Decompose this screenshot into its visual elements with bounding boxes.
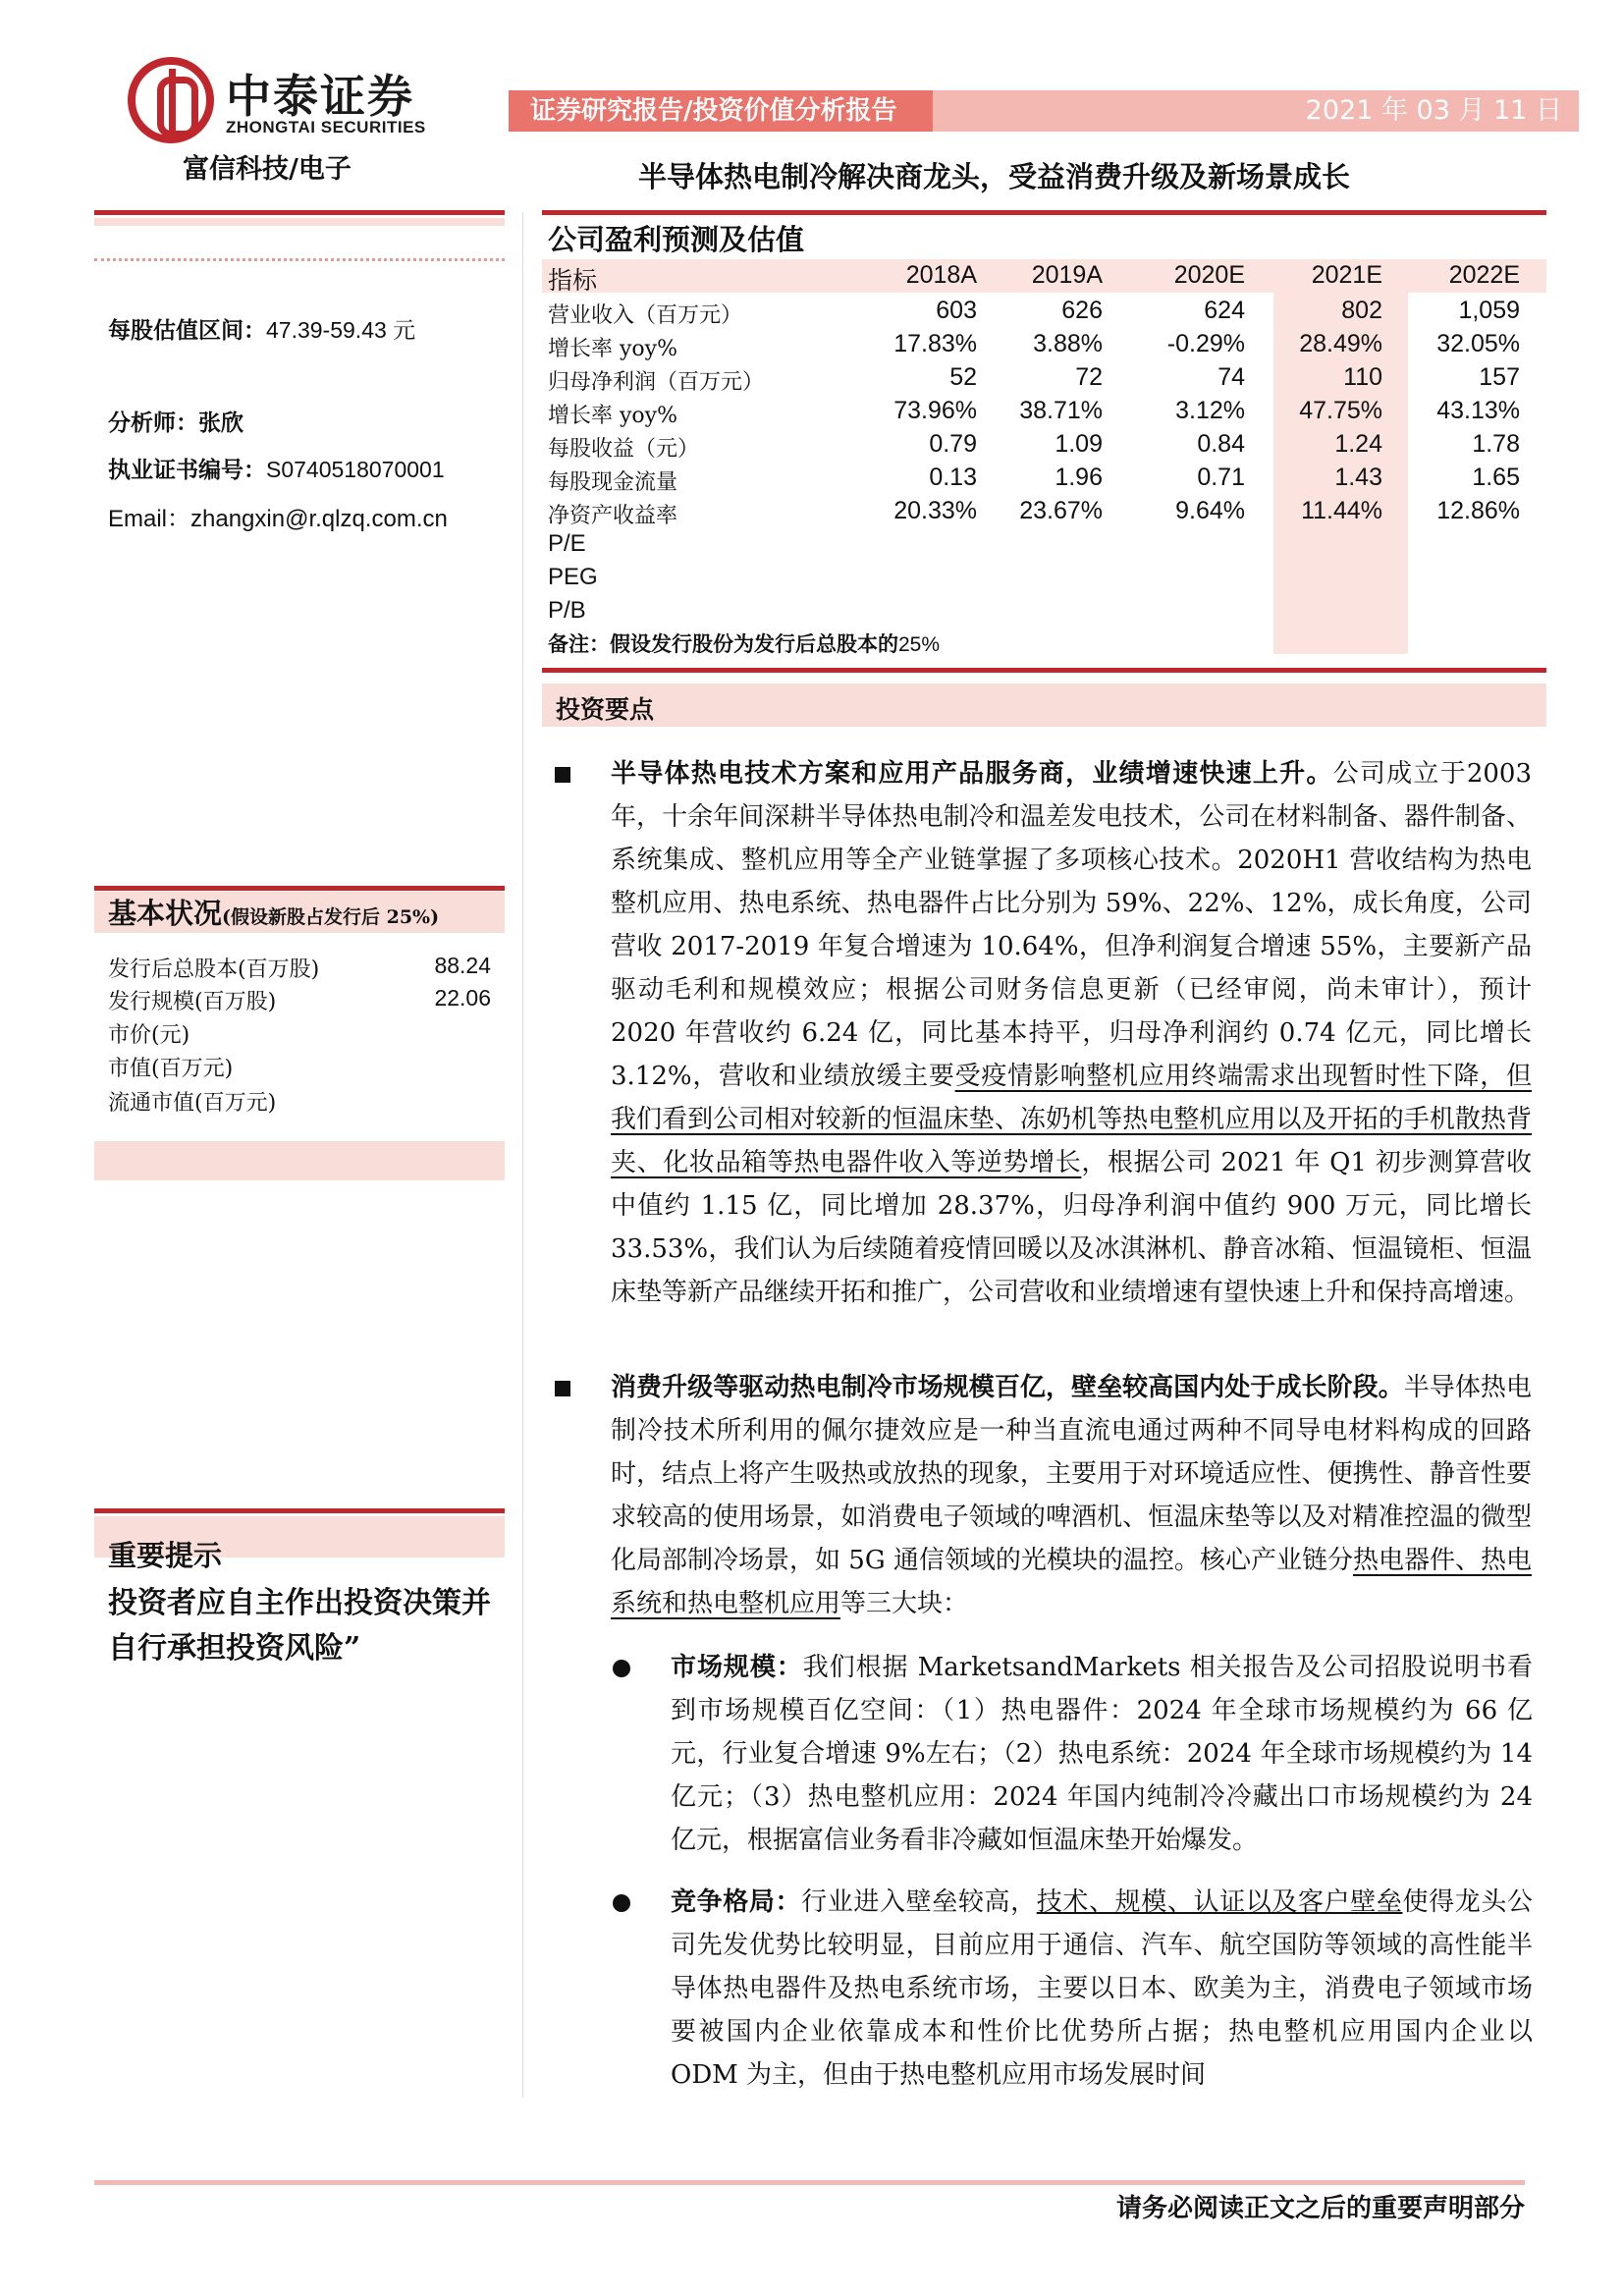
table-cell: 0.71 bbox=[1197, 464, 1245, 491]
table-cell: 1.78 bbox=[1472, 430, 1520, 458]
license-number: 执业证书编号：S0740518070001 bbox=[108, 457, 445, 483]
divider bbox=[94, 1508, 505, 1513]
table-cell: 3.12% bbox=[1175, 397, 1245, 424]
table-cell: 28.49% bbox=[1299, 330, 1382, 357]
square-bullet-icon bbox=[555, 1381, 570, 1396]
table-row bbox=[548, 597, 1546, 630]
table-cell: 1.43 bbox=[1334, 464, 1382, 491]
table-cell: 1,059 bbox=[1458, 297, 1520, 324]
table-cell: 157 bbox=[1479, 363, 1520, 391]
table-cell: 72 bbox=[1075, 363, 1103, 391]
subpoint-paragraph: 市场规模：我们根据 MarketsandMarkets 相关报告及公司招股说明书看到市场规模百亿空间：（1）热电器件：2024 年全球市场规模约为 66 亿元，行业复合增速 9%左右；（2）热电系统：2024 年全球市场规模约为 14 亿元；（3）热电整机应用：2024 年国内纯制冷冷藏出口市场规模约为 24 亿元，根据富信业务看非冷藏如恒温床垫开始爆发。 bbox=[671, 1653, 1533, 1855]
divider bbox=[542, 210, 1546, 215]
table-cell: 12.86% bbox=[1436, 497, 1520, 524]
warning-title: 重要提示 bbox=[108, 1539, 223, 1572]
square-bullet-icon bbox=[555, 767, 570, 783]
stat-label: 流通市值(百万元) bbox=[108, 1091, 277, 1116]
table-row bbox=[548, 530, 1546, 564]
report-headline: 半导体热电制冷解决商龙头，受益消费升级及新场景成长 bbox=[638, 160, 1351, 193]
column-divider bbox=[522, 212, 523, 2098]
divider bbox=[542, 668, 1546, 673]
report-type: 证券研究报告/投资价值分析报告 bbox=[530, 96, 897, 126]
table-row bbox=[548, 363, 1546, 397]
logo-text-cn: 中泰证券 bbox=[226, 70, 414, 123]
divider bbox=[94, 886, 505, 891]
analyst: 分析师：张欣 bbox=[108, 410, 243, 436]
forecast-table-title: 公司盈利预测及估值 bbox=[548, 223, 805, 256]
row-label: 每股现金流量 bbox=[548, 470, 678, 495]
stat-value: 22.06 bbox=[434, 985, 491, 1011]
table-cell: 1.65 bbox=[1472, 464, 1520, 491]
warning-text: 投资者应自主作出投资决策并自行承担投资风险” bbox=[108, 1586, 491, 1666]
table-cell: 38.71% bbox=[1019, 397, 1103, 424]
table-cell: 52 bbox=[949, 363, 977, 391]
table-cell: 1.96 bbox=[1055, 464, 1103, 491]
table-cell: -0.29% bbox=[1166, 330, 1245, 357]
divider bbox=[94, 1141, 505, 1180]
table-cell: 47.75% bbox=[1299, 397, 1382, 424]
row-label: 营业收入（百万元） bbox=[548, 303, 743, 328]
table-cell: 624 bbox=[1204, 297, 1245, 324]
table-note: 备注：假设发行股份为发行后总股本的25% bbox=[548, 631, 941, 656]
stat-label: 市值(百万元) bbox=[108, 1057, 234, 1081]
table-cell: 626 bbox=[1061, 297, 1103, 324]
divider bbox=[94, 210, 505, 215]
basic-info-title: 基本状况(假设新股占发行后 25%) bbox=[108, 897, 440, 930]
table-cell: 802 bbox=[1341, 297, 1382, 324]
table-row bbox=[548, 397, 1546, 430]
divider bbox=[94, 218, 505, 226]
table-cell: 1.24 bbox=[1334, 430, 1382, 458]
point-paragraph: 消费升级等驱动热电制冷市场规模百亿，壁垒较高国内处于成长阶段。半导体热电制冷技术所利用的佩尔捷效应是一种当直流电通过两种不同导电材料构成的回路时，结点上将产生吸热或放热的现象，主要用于对环境适应性、便携性、静音性要求较高的使用场景，如消费电子领域的啤酒机、恒温床垫等以及对精准控温的微型化局部制冷场景，如 5G 通信领域的光模块的温控。核心产业链分热电器件、热电系统和热电整机应用等三大块： bbox=[611, 1373, 1532, 1618]
row-label: 增长率 yoy% bbox=[548, 337, 678, 361]
table-header-cell: 2020E bbox=[1173, 261, 1245, 289]
table-cell: 9.64% bbox=[1175, 497, 1245, 524]
footer-disclaimer: 请务必阅读正文之后的重要声明部分 bbox=[1115, 2194, 1525, 2223]
table-cell: 0.13 bbox=[929, 464, 977, 491]
table-cell: 110 bbox=[1343, 363, 1382, 391]
table-row bbox=[548, 497, 1546, 530]
table-header-cell: 2019A bbox=[1031, 261, 1103, 289]
table-row bbox=[548, 330, 1546, 363]
company-logo bbox=[128, 57, 452, 145]
company-name: 富信科技/电子 bbox=[183, 154, 352, 185]
table-row bbox=[548, 564, 1546, 597]
table-header-row bbox=[548, 261, 1546, 295]
investment-points-title: 投资要点 bbox=[556, 695, 655, 724]
table-cell: 74 bbox=[1217, 363, 1245, 391]
table-row bbox=[548, 430, 1546, 464]
point-paragraph: 半导体热电技术方案和应用产品服务商，业绩增速快速上升。公司成立于2003 年，十余年间深耕半导体热电制冷和温差发电技术，公司在材料制备、器件制备、系统集成、整机应用等全产业链掌握了多项核心技术。2020H1 营收结构为热电整机应用、热电系统、热电器件占比分别为 59%、22%、12%，成长角度，公司营收 2017-2019 年复合增速为 10.64%，但净利润复合增速 55%，主要新产品驱动毛利和规模效应；根据公司财务信息更新（已经审阅，尚未审计），预计 2020 年营收约 6.24 亿，同比基本持平，归母净利润约 0.74 亿元，同比增长 3.12%，营收和业绩放缓主要受疫情影响整机应用终端需求出现暂时性下降，但我们看到公司相对较新的恒温床垫、冻奶机等热电整机应用以及开拓的手机散热背夹、化妆品箱等热电器件收入等逆势增长，根据公司 2021 年 Q1 初步测算营收中值约 1.15 亿，同比增加 28.37%，归母净利润中值约 900 万元，同比增长 33.53%，我们认为后续随着疫情回暖以及冰淇淋机、静音冰箱、恒温镜柜、恒温床垫等新产品继续开拓和推广，公司营收和业绩增速有望快速上升和保持高增速。 bbox=[611, 759, 1532, 1307]
table-cell: 20.33% bbox=[893, 497, 977, 524]
table-header-cell: 2018A bbox=[905, 261, 977, 289]
logo-text-en: ZHONGTAI SECURITIES bbox=[226, 118, 426, 137]
table-cell: 11.44% bbox=[1301, 497, 1382, 524]
valuation-range: 每股估值区间：47.39-59.43 元 bbox=[108, 317, 416, 344]
stat-label: 市价(元) bbox=[108, 1023, 190, 1048]
table-header-cell: 指标 bbox=[548, 266, 598, 295]
report-date: 2021 年 03 月 11 日 bbox=[1305, 95, 1562, 126]
table-cell: 0.84 bbox=[1197, 430, 1245, 458]
table-cell: 73.96% bbox=[893, 397, 977, 424]
stat-label: 发行后总股本(百万股) bbox=[108, 957, 320, 982]
analyst-email: Email：zhangxin@r.qlzq.com.cn bbox=[108, 506, 448, 532]
table-header-cell: 2021E bbox=[1311, 261, 1382, 289]
table-cell: 603 bbox=[936, 297, 977, 324]
table-header-cell: 2022E bbox=[1448, 261, 1520, 289]
row-label: PEG bbox=[548, 564, 598, 590]
round-bullet-icon bbox=[613, 1660, 630, 1677]
table-cell: 23.67% bbox=[1019, 497, 1103, 524]
row-label: P/E bbox=[548, 530, 586, 557]
table-cell: 32.05% bbox=[1436, 330, 1520, 357]
table-cell: 0.79 bbox=[929, 430, 977, 458]
row-label: 净资产收益率 bbox=[548, 504, 678, 528]
logo-icon bbox=[128, 57, 214, 143]
divider bbox=[94, 258, 505, 261]
table-row bbox=[548, 297, 1546, 330]
table-cell: 1.09 bbox=[1055, 430, 1103, 458]
table-cell: 3.88% bbox=[1033, 330, 1103, 357]
points-header-bg bbox=[542, 683, 1546, 727]
table-row bbox=[548, 464, 1546, 497]
stat-value: 88.24 bbox=[434, 953, 491, 978]
row-label: 归母净利润（百万元） bbox=[548, 370, 765, 395]
table-cell: 17.83% bbox=[893, 330, 977, 357]
row-label: P/B bbox=[548, 597, 586, 624]
row-label: 每股收益（元） bbox=[548, 437, 700, 462]
row-label: 增长率 yoy% bbox=[548, 404, 678, 428]
round-bullet-icon bbox=[613, 1894, 630, 1912]
table-cell: 43.13% bbox=[1436, 397, 1520, 424]
stat-label: 发行规模(百万股) bbox=[108, 990, 277, 1014]
subpoint-paragraph: 竞争格局：行业进入壁垒较高，技术、规模、认证以及客户壁垒使得龙头公司先发优势比较明显，目前应用于通信、汽车、航空国防等领域的高性能半导体热电器件及热电系统市场，主要以日本、欧美为主，消费电子领域市场要被国内企业依靠成本和性价比优势所占据；热电整机应用国内企业以 ODM 为主，但由于热电整机应用市场发展时间 bbox=[671, 1887, 1533, 2090]
footer-divider bbox=[94, 2180, 1525, 2185]
